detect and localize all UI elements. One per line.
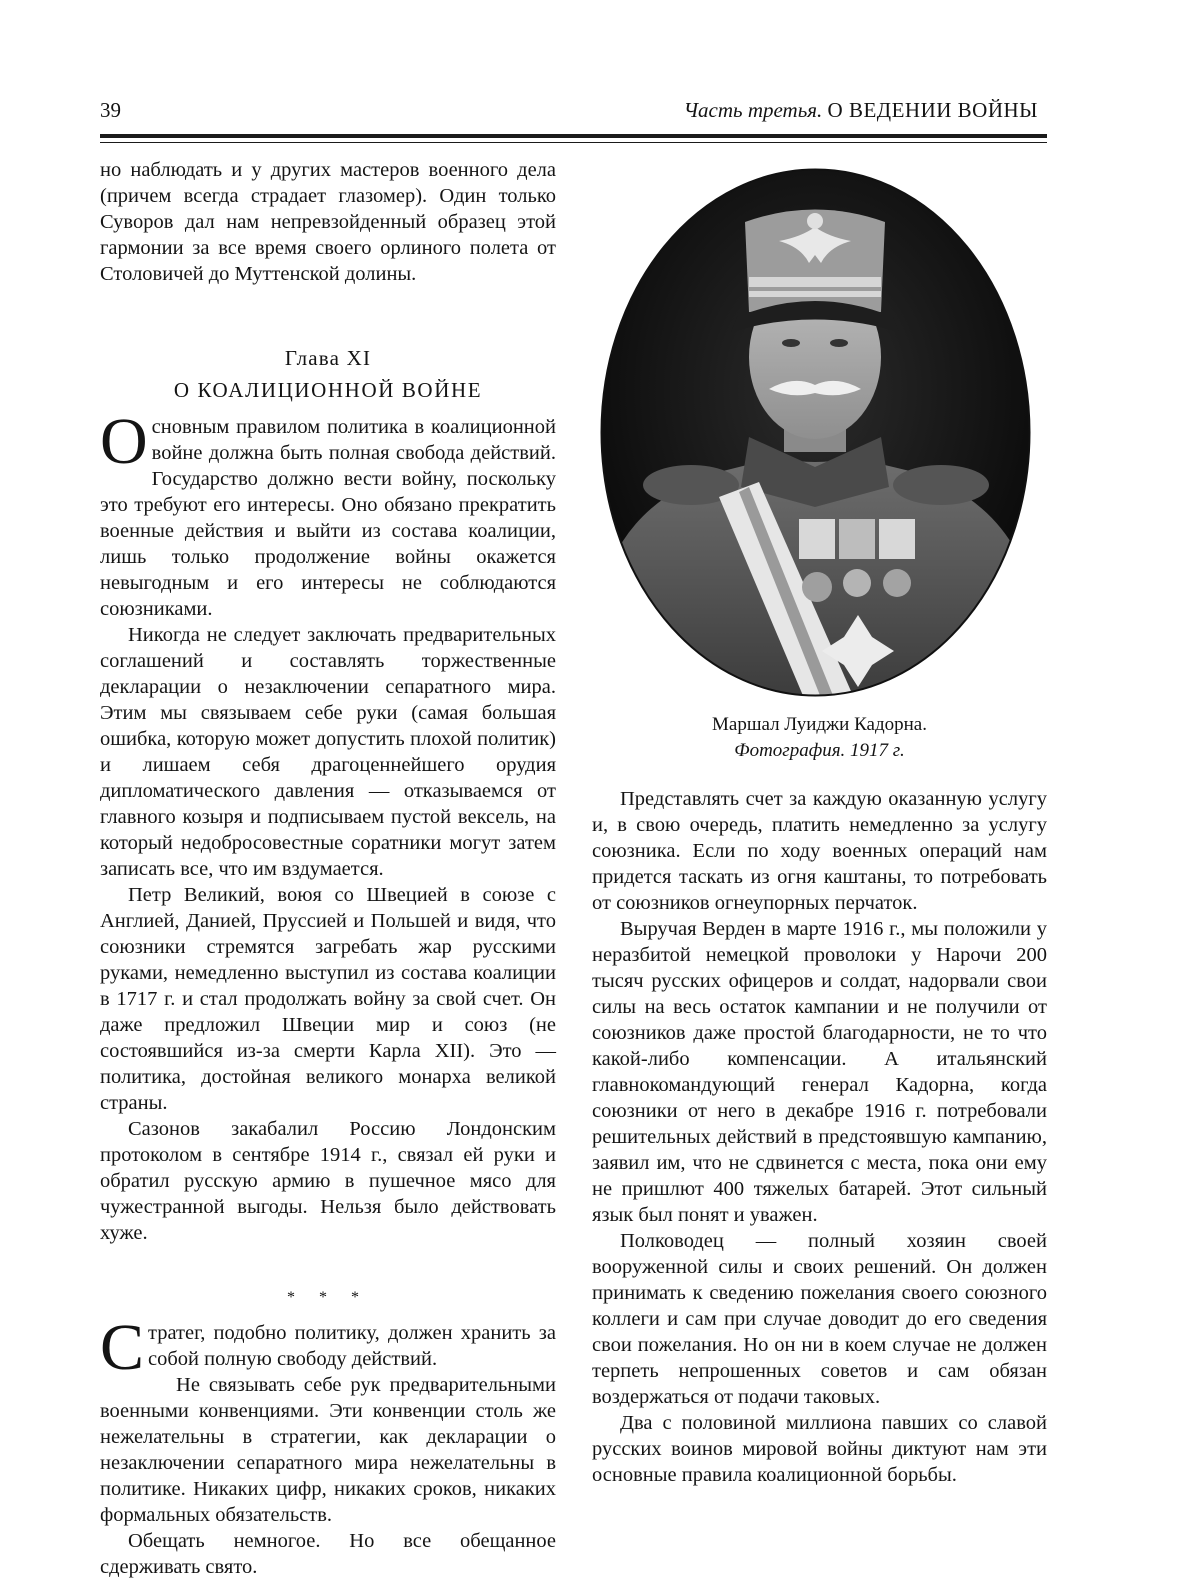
paragraph: Полководец — полный хозяин своей вооруженной силы и своих решений. Он должен принимать к сведению пожелания своего союзного коллеги и сам при случае доводит до его сведения свои пожелания. Но он ни в коем случае не должен терпеть непрошенных советов и сам обязан воздержаться от подачи таковых. — [592, 1230, 1047, 1408]
caption-title: Маршал Луиджи Кадорна. — [712, 714, 927, 735]
chapter-number: Глава XI — [284, 346, 372, 370]
portrait-photo — [599, 167, 1032, 698]
part-title: О ВЕДЕНИИ ВОЙНЫ — [827, 98, 1038, 122]
paragraph: Обещать немногое. Но все обещанное сдерживать свято. — [100, 1530, 556, 1578]
page-number: 39 — [100, 98, 121, 122]
portrait-caption — [592, 712, 1047, 764]
intro-paragraph: но наблюдать и у других мастеров военного дела (причем всегда страдает глазомер). Один только Суворов дал нам непревзойденный образец этой гармонии за все время своего орлиного полета от Столовичей до Муттенской долины. — [100, 159, 556, 285]
paragraph: Два с половиной миллиона павших со славой русских воинов мировой войны диктуют нам эти основные правила коалиционной борьбы. — [592, 1412, 1047, 1486]
paragraph: Сазонов закабалил Россию Лондонским протоколом в сентябре 1914 г., связал ей руки и обратил русскую армию в пушечное мясо для чужестранной выгоды. Нельзя было действовать хуже. — [100, 1118, 556, 1244]
caption-subtitle: Фотография. 1917 г. — [734, 740, 905, 761]
paragraph: Никогда не следует заключать предварительных соглашений и составлять торжественные декларации о незаключении сепаратного мира. Этим мы связываем себе руки (самая большая ошибка, которую может допустить плохой политик) и лишаем себя драгоценнейшего орудия дипломатического давления — отказываемся от главного козыря и подписываем пустой вексель, на который недобросовестные соратники могут затем записать все, что им вздумается. — [100, 624, 556, 880]
paragraph: Представлять счет за каждую оказанную услугу и, в свою очередь, платить немедленно за услугу союзника. Если по ходу военных операций нам придется таскать из огня каштаны, то потребовать от союзников огнеупорных перчаток. — [592, 788, 1047, 914]
paragraph: Петр Великий, воюя со Швецией в союзе с Англией, Данией, Пруссией и Польшей и видя, что союзники стремятся загребать жар русскими руками, немедленно выступил из состава коалиции в 1717 г. и стал продолжать войну за свой счет. Он даже предложил Швеции мир и союз (не состоявшийся из-за смерти Карла XII). Это — политика, достойная великого монарха великой страны. — [100, 884, 556, 1114]
header-rule-thick — [100, 134, 1047, 138]
paragraph: Стратег, подобно политику, должен хранить за собой полную свободу действий. — [100, 1311, 556, 1384]
header-rule-thin — [100, 142, 1047, 143]
running-header — [684, 98, 1038, 122]
part-label: Часть третья. — [683, 98, 823, 122]
paragraph: Выручая Верден в марте 1916 г., мы положили у неразбитой немецкой проволоки у Нарочи 200 тысяч русских офицеров и солдат, надорвали свои силы на весь остаток кампании и не получили от союзников даже простой благодарности, не то что какой-либо компенсации. А итальянский главнокомандующий генерал Кадорна, когда союзники от него в декабре 1916 г. потребовали решительных действий в предстоявшую кампанию, заявил им, что не сдвинется с места, пока они ему не пришлют 400 тяжелых батарей. Этот сильный язык был понят и уважен. — [592, 918, 1047, 1226]
chapter-title: О КОАЛИЦИОННОЙ ВОЙНЕ — [173, 378, 483, 402]
section-separator: * * * — [287, 1289, 369, 1306]
paragraph: Не связывать себе рук предварительными военными конвенциями. Эти конвенции столь же нежелательны в стратегии, как декларации о незаключении сепаратного мира нежелательны в политике. Никаких цифр, никаких сроков, никаких формальных обязательств. — [100, 1374, 556, 1526]
paragraph: Основным правилом политика в коалиционной войне должна быть полная свобода действий. Государство должно вести войну, поскольку это требуют его интересы. Оно обязано прекратить военные действия и выйти из состава коалиции, лишь только продолжение войны окажется невыгодным и его интересы не соблюдаются союзниками. — [100, 405, 556, 620]
right-column — [592, 786, 1047, 1488]
left-column — [100, 157, 556, 1580]
